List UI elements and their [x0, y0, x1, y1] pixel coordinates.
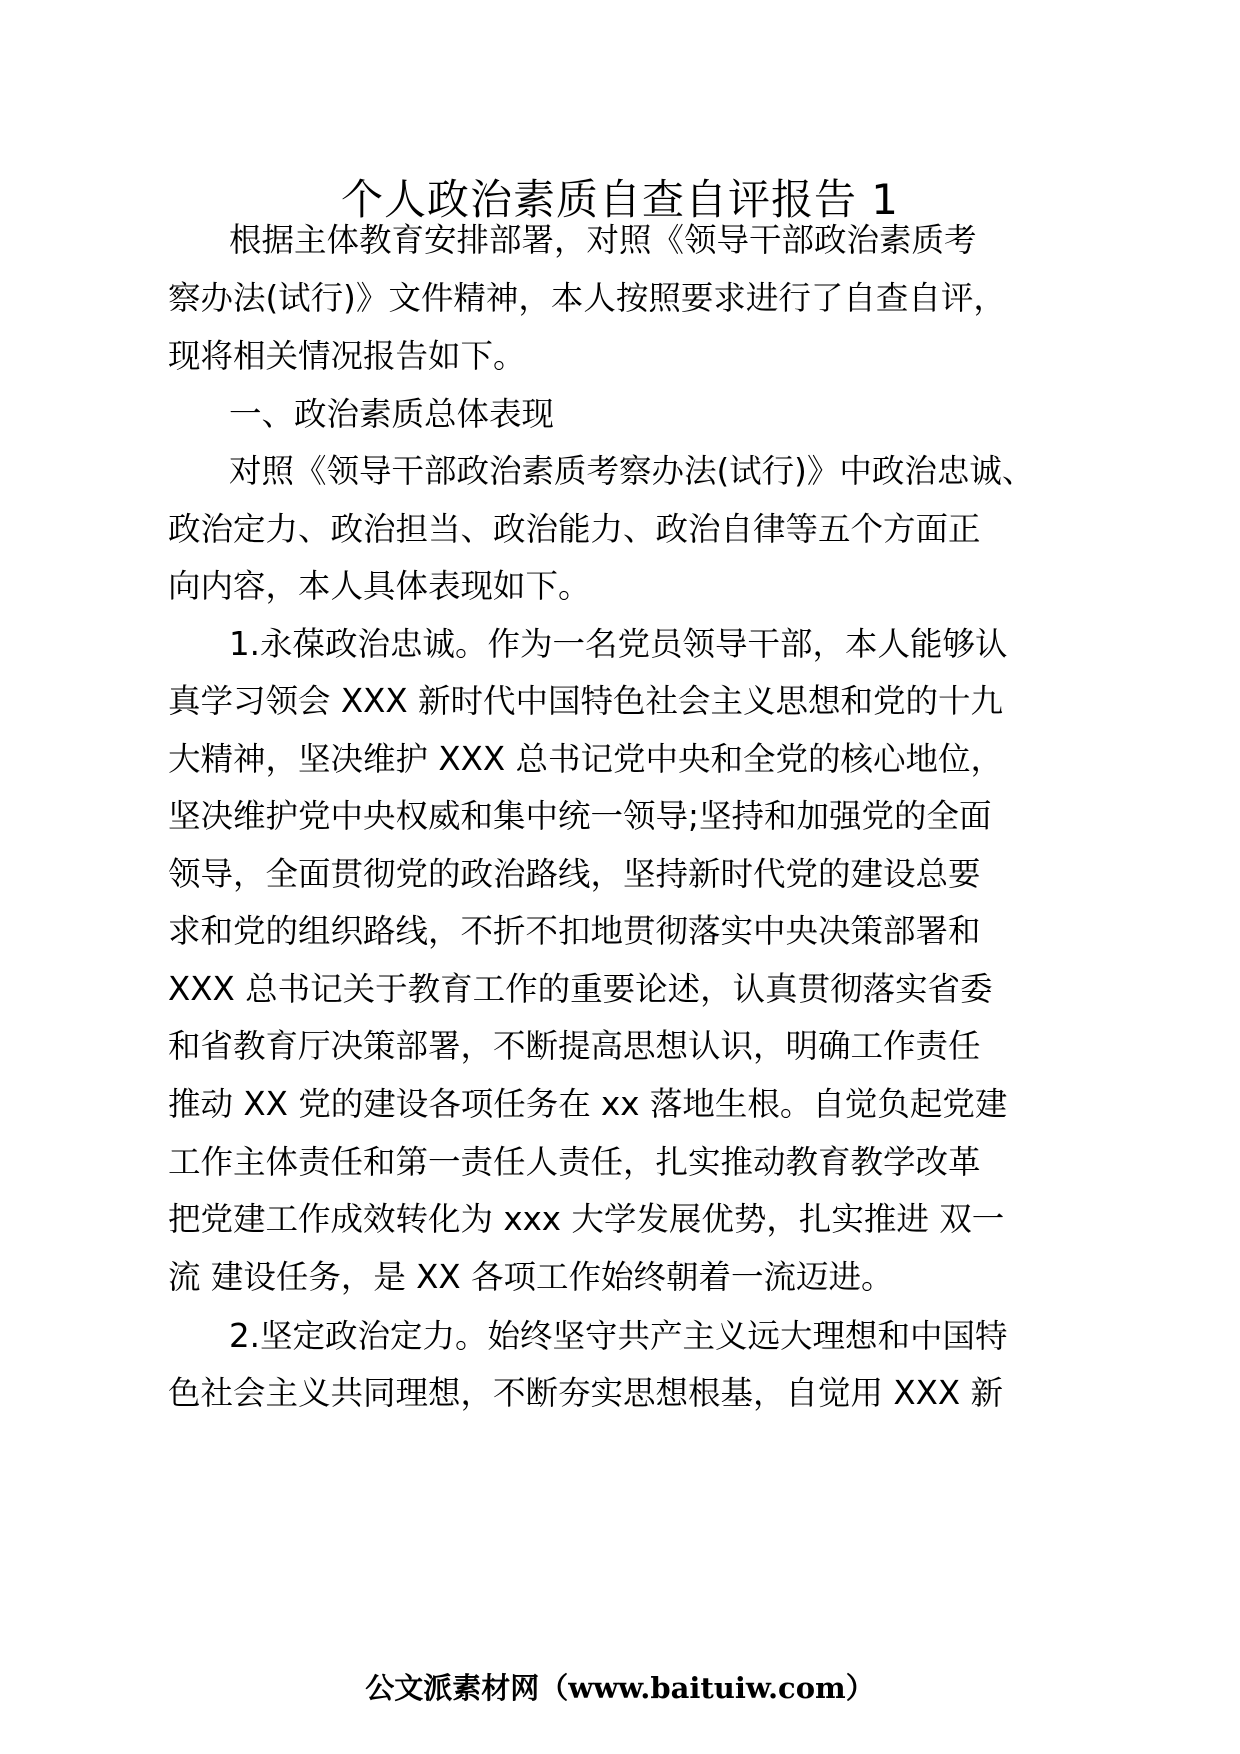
- body-line: 把党建工作成效转化为 xxx 大学发展优势，扎实推进 双一: [168, 1200, 1005, 1238]
- body-line: 察办法(试行)》文件精神，本人按照要求进行了自查自评，: [168, 279, 1006, 317]
- body-line: 求和党的组织路线，不折不扣地贯彻落实中央决策部署和: [168, 912, 981, 950]
- body-line: 2.坚定政治定力。始终坚守共产主义远大理想和中国特: [229, 1317, 1008, 1355]
- body-line: 流 建设任务，是 XX 各项工作始终朝着一流迈进。: [168, 1258, 894, 1296]
- body-line: 对照《领导干部政治素质考察办法(试行)》中政治忠诚、: [229, 452, 1035, 490]
- body-line: 1.永葆政治忠诚。作为一名党员领导干部，本人能够认: [229, 625, 1008, 663]
- section-heading: 一、政治素质总体表现: [229, 395, 555, 433]
- body-line: 现将相关情况报告如下。: [168, 337, 526, 375]
- body-line: 领导，全面贯彻党的政治路线，坚持新时代党的建设总要: [168, 855, 981, 893]
- body-line: 推动 XX 党的建设各项任务在 xx 落地生根。自觉负起党建: [168, 1085, 1008, 1123]
- body-line: XXX 总书记关于教育工作的重要论述，认真贯彻落实省委: [168, 970, 993, 1008]
- body-line: 坚决维护党中央权威和集中统一领导;坚持和加强党的全面: [168, 797, 992, 835]
- body-line: 根据主体教育安排部署，对照《领导干部政治素质考: [229, 221, 977, 259]
- body-line: 政治定力、政治担当、政治能力、政治自律等五个方面正: [168, 510, 981, 548]
- footer-watermark: 公文派素材网（www.baituiw.com）: [365, 1671, 875, 1705]
- body-line: 和省教育厅决策部署，不断提高思想认识，明确工作责任: [168, 1027, 981, 1065]
- document-title: 个人政治素质自查自评报告 1: [340, 175, 900, 224]
- body-line: 色社会主义共同理想，不断夯实思想根基，自觉用 XXX 新: [168, 1374, 1003, 1412]
- body-line: 大精神，坚决维护 XXX 总书记党中央和全党的核心地位，: [168, 740, 1003, 778]
- body-line: 真学习领会 XXX 新时代中国特色社会主义思想和党的十九: [168, 682, 1003, 720]
- body-line: 工作主体责任和第一责任人责任，扎实推动教育教学改革: [168, 1143, 981, 1181]
- body-line: 向内容，本人具体表现如下。: [168, 567, 591, 605]
